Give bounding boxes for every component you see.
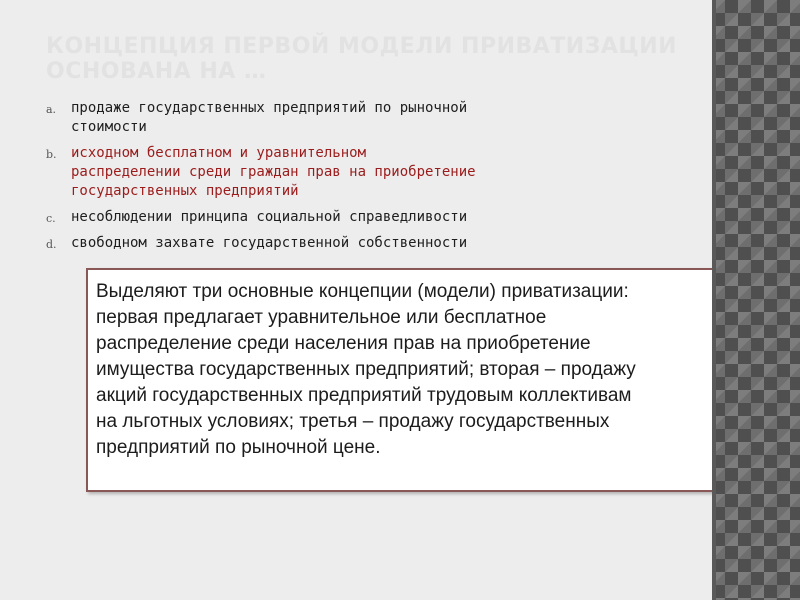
slide-title-line: КОНЦЕПЦИЯ ПЕРВОЙ МОДЕЛИ ПРИВАТИЗАЦИИ: [46, 34, 678, 59]
answer-option-a: [46, 99, 606, 137]
explanation-line: акций государственных предприятий трудовым коллективам: [96, 385, 632, 406]
answer-text-line: государственных предприятий: [71, 183, 299, 199]
answer-option-d: [46, 234, 606, 253]
answer-text-line: стоимости: [71, 119, 147, 135]
answer-text-line: продаже государственных предприятий по рыночной: [71, 100, 468, 116]
explanation-box: [86, 268, 756, 492]
answer-text: [71, 99, 606, 137]
answer-option-b-correct: [46, 144, 606, 201]
explanation-line: имущества государственных предприятий; вторая – продажу: [96, 359, 636, 380]
explanation-line: предприятий по рыночной цене.: [96, 437, 381, 458]
answer-marker: b.: [46, 148, 57, 161]
slide-title-line: ОСНОВАНА НА …: [46, 59, 267, 84]
answer-text-line: свободном захвате государственной собственности: [71, 235, 468, 251]
explanation-line: Выделяют три основные концепции (модели) приватизации:: [96, 281, 629, 302]
answer-text-line: несоблюдении принципа социальной справедливости: [71, 209, 468, 225]
answer-text: [71, 144, 606, 201]
answer-marker: a.: [46, 103, 57, 116]
answer-options-list: [46, 99, 606, 260]
answer-text-line: распределении среди граждан прав на приобретение: [71, 164, 476, 180]
explanation-line: распределение среди населения прав на приобретение: [96, 333, 591, 354]
explanation-line: на льготных условиях; третья – продажу государственных: [96, 411, 610, 432]
answer-text: [71, 234, 606, 253]
decorative-pattern-strip: [712, 0, 800, 600]
answer-marker: d.: [46, 238, 57, 251]
answer-text: [71, 208, 606, 227]
explanation-line: первая предлагает уравнительное или бесплатное: [96, 307, 547, 328]
answer-option-c: [46, 208, 606, 227]
answer-text-line: исходном бесплатном и уравнительном: [71, 145, 367, 161]
slide-title: [46, 34, 686, 84]
answer-marker: c.: [46, 212, 56, 225]
